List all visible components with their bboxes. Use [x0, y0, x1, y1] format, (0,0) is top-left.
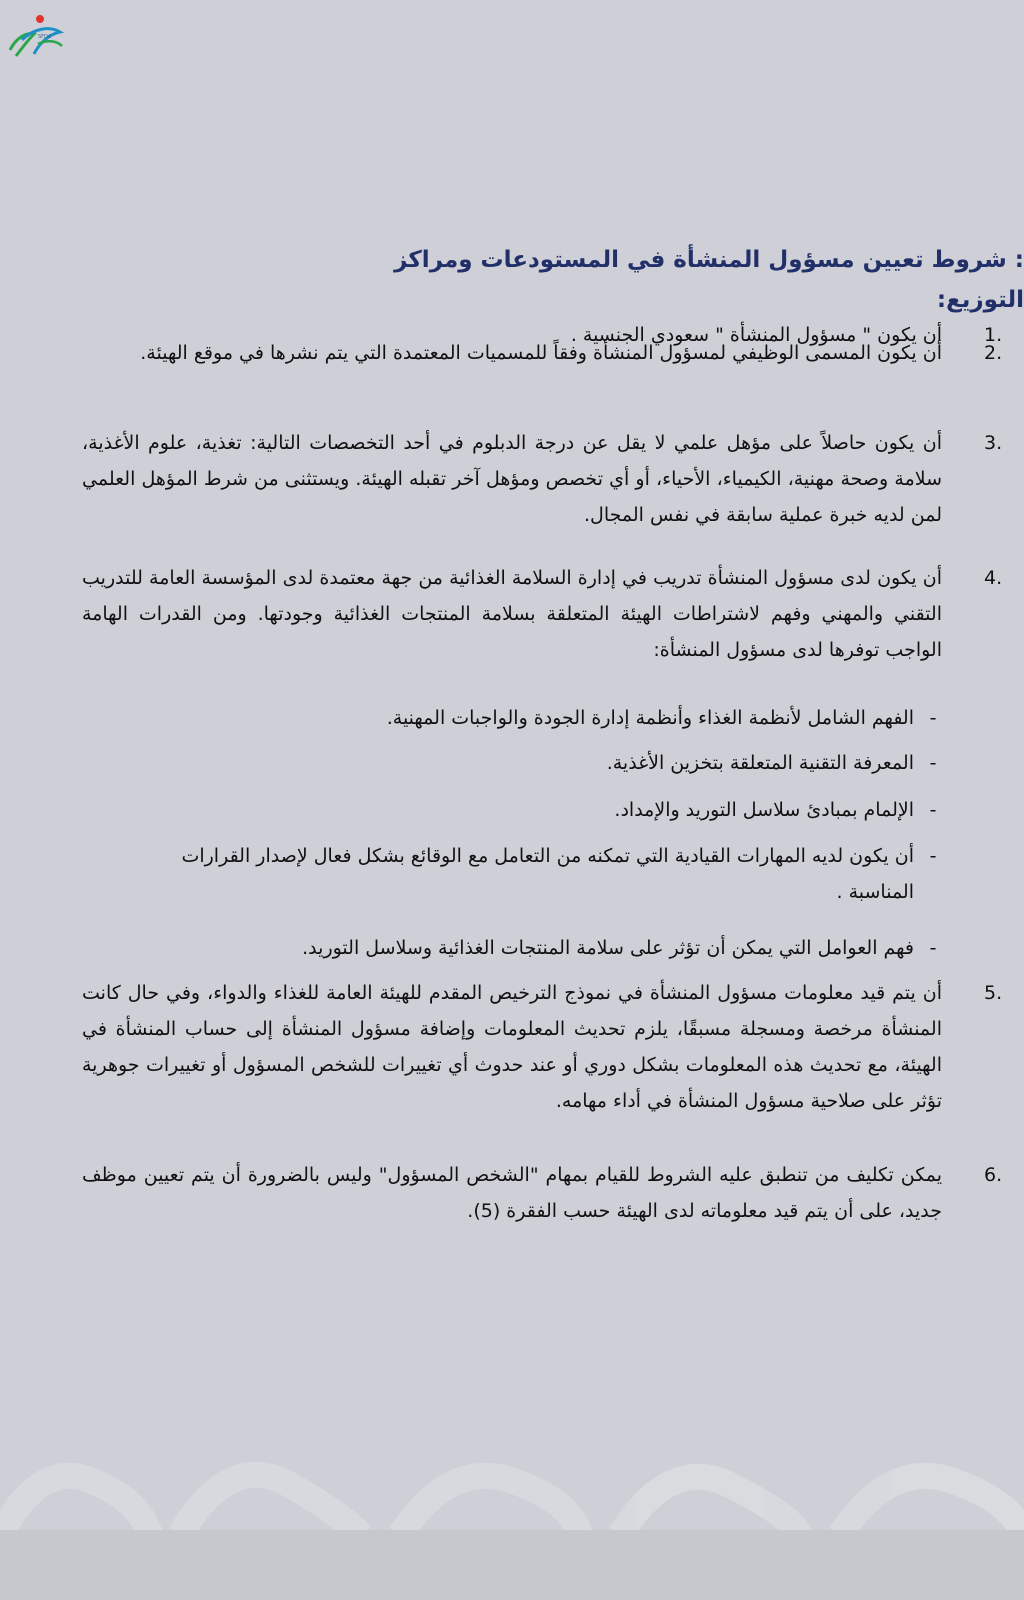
- list-item: أن يكون لدى مسؤول المنشأة تدريب في إدارة السلامة الغذائية من جهة معتمدة لدى المؤسسة العامة للتدريب التقني والمهني وفهم لاشتراطات الهيئة المتعلقة بسلامة المنتجات الغذائية وجودتها. ومن القدرات الهامة الواجب توفرها لدى مسؤول المنشأة:: [82, 567, 942, 661]
- list-item: يمكن تكليف من تنطبق عليه الشروط للقيام بمهام "الشخص المسؤول" وليس بالضرورة أن يتم تعيين موظف جديد، على أن يتم قيد معلوماته لدى الهيئة حسب الفقرة (5).: [82, 1164, 942, 1222]
- bullet-dash: -: [929, 937, 937, 959]
- item-number: 4.: [984, 567, 1003, 589]
- bullet-item: أن يكون لديه المهارات القيادية التي تمكنه من التعامل مع الوقائع بشكل فعال لإصدار القرارات المناسبة .: [181, 845, 914, 903]
- bullet-item: المعرفة التقنية المتعلقة بتخزين الأغذية.: [606, 752, 914, 774]
- bullet-item: الفهم الشامل لأنظمة الغذاء وأنظمة إدارة الجودة والواجبات المهنية.: [386, 707, 914, 729]
- list-item: أن يكون حاصلاً على مؤهل علمي لا يقل عن درجة الدبلوم في أحد التخصصات التالية: تغذية، علوم الأغذية، سلامة وصحة مهنية، الكيمياء، الأحياء، أو أي تخصص ومؤهل آخر تقبله الهيئة. ويستثنى من شرط المؤهل العلمي لمن لديه خبرة عملية سابقة في نفس المجال.: [82, 432, 942, 526]
- bullet-dash: -: [929, 799, 937, 821]
- item-number: 3.: [984, 432, 1003, 454]
- bullet-item: فهم العوامل التي يمكن أن تؤثر على سلامة المنتجات الغذائية وسلاسل التوريد.: [302, 937, 914, 959]
- item-number: 5.: [984, 982, 1003, 1004]
- list-item: أن يكون " مسؤول المنشأة " سعودي الجنسية .: [570, 324, 942, 346]
- list-item: أن يكون المسمى الوظيفي لمسؤول المنشأة وفقاً للمسميات المعتمدة التي يتم نشرها في موقع الهيئة.: [140, 342, 942, 364]
- list-item: أن يتم قيد معلومات مسؤول المنشأة في نموذج الترخيص المقدم للهيئة العامة للغذاء والدواء، وفي حال كانت المنشأة مرخصة ومسجلة مسبقًا، يلزم تحديث المعلومات وإضافة مسؤول المنشأة إلى حساب المنشأة في الهيئة، مع تحديث هذه المعلومات بشكل دوري أو عند حدوث أي تغييرات للشخص المسؤول أو تغييرات جوهرية تؤثر على صلاحية مسؤول المنشأة في أداء مهامه.: [82, 982, 942, 1112]
- bullet-item: الإلمام بمبادئ سلاسل التوريد والإمداد.: [614, 799, 914, 821]
- section-heading: : شروط تعيين مسؤول المنشأة في المستودعات ومراكز التوزيع:: [394, 247, 1024, 313]
- svg-text:SFDA: SFDA: [38, 34, 52, 40]
- bullet-dash: -: [929, 707, 937, 729]
- bullet-dash: -: [929, 845, 937, 867]
- item-number: 6.: [984, 1164, 1003, 1186]
- item-number: 1.: [984, 324, 1003, 346]
- item-number: 2.: [984, 342, 1003, 364]
- bullet-dash: -: [929, 752, 937, 774]
